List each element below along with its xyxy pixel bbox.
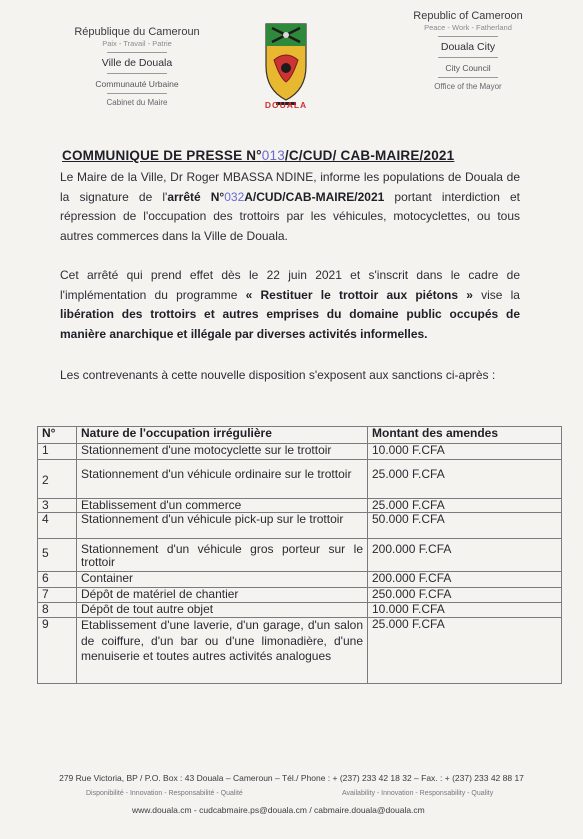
header-rule — [438, 36, 498, 37]
row-amount: 200.000 F.CFA — [368, 572, 562, 588]
footer-values-fr: Disponibilité - Innovation - Responsabilité - Qualité — [86, 790, 243, 797]
footer-values-en: Availability - Innovation - Responsability - Quality — [342, 790, 494, 797]
row-amount: 25.000 F.CFA — [368, 499, 562, 513]
motto-en: Peace - Work - Fatherland — [424, 23, 512, 32]
paragraph-announcement — [60, 168, 520, 246]
row-nature: Stationnement d'un véhicule gros porteur sur le trottoir — [77, 539, 368, 572]
table-row — [38, 603, 562, 618]
row-number: 5 — [38, 539, 77, 572]
header-rule — [438, 57, 498, 58]
country-name-fr: République du Cameroun — [74, 26, 200, 38]
row-nature: Stationnement d'une motocyclette sur le trottoir — [77, 444, 368, 460]
para1-text-1: Le Maire de la Ville, Dr Roger MBASSA NDINE, informe les populations de Douala de la signature de l' — [60, 170, 520, 204]
header-number: N° — [38, 427, 77, 444]
row-nature: Container — [77, 572, 368, 588]
header-rule — [107, 73, 167, 74]
para2-bold-programme: « Restituer le trottoir aux piétons » — [245, 287, 473, 302]
para2-text-1: Cet arrêté qui prend effet dès le 22 juin 2021 et s'inscrit dans le cadre de l'implémentation du programme — [60, 268, 520, 302]
header-rule — [438, 77, 498, 78]
table-header-row — [38, 427, 562, 444]
table-row — [38, 618, 562, 684]
table-row — [38, 572, 562, 588]
row-nature: Etablissement d'un commerce — [77, 499, 368, 513]
motto-fr: Paix - Travail - Patrie — [102, 39, 172, 48]
row-nature: Dépôt de matériel de chantier — [77, 588, 368, 603]
header-rule — [107, 93, 167, 94]
title-handwritten-number: 013 — [261, 148, 285, 163]
header-rule — [107, 52, 167, 53]
header-left-french — [62, 26, 212, 107]
table-row — [38, 588, 562, 603]
table-row — [38, 499, 562, 513]
row-amount: 250.000 F.CFA — [368, 588, 562, 603]
title-prefix: COMMUNIQUE DE PRESSE N° — [62, 148, 262, 163]
row-amount: 200.000 F.CFA — [368, 539, 562, 572]
para1-handwritten-number: 032 — [224, 189, 245, 204]
footer-website-link[interactable]: www.douala.cm — [132, 805, 192, 815]
table-row — [38, 444, 562, 460]
row-amount: 10.000 F.CFA — [368, 603, 562, 618]
row-number: 1 — [38, 444, 77, 460]
country-name-en: Republic of Cameroon — [413, 10, 523, 22]
fines-table — [37, 426, 562, 684]
city-name-en: Douala City — [440, 41, 496, 53]
row-nature: Stationnement d'un véhicule ordinaire sur le trottoir — [77, 460, 368, 499]
press-release-title — [62, 148, 454, 163]
city-name-fr: Ville de Douala — [101, 57, 173, 69]
department-en: City Council — [445, 63, 491, 73]
row-number: 8 — [38, 603, 77, 618]
row-number: 2 — [38, 460, 77, 499]
header-nature: Nature de l'occupation irrégulière — [77, 427, 368, 444]
para2-bold-liberation: libération des trottoirs et autres emprises du domaine public occupés de manière anarchique et illégale par diverses activités informelles. — [60, 307, 520, 341]
row-amount: 25.000 F.CFA — [368, 460, 562, 499]
header-right-english — [388, 10, 548, 91]
row-number: 7 — [38, 588, 77, 603]
title-suffix: /C/CUD/ CAB-MAIRE/2021 — [284, 148, 455, 163]
crest-caption: DOUALA — [264, 100, 308, 110]
para1-bold-reference: A/CUD/CAB-MAIRE/2021 — [244, 189, 385, 204]
row-number: 4 — [38, 513, 77, 539]
row-amount: 25.000 F.CFA — [368, 618, 562, 684]
department-fr: Communauté Urbaine — [95, 79, 179, 89]
footer-address: 279 Rue Victoria, BP / P.O. Box : 43 Douala – Cameroun – Tél./ Phone : + (237) 233 42 18 32 – Fax. : + (237) 233 42 88 17 — [59, 773, 524, 783]
row-number: 9 — [38, 618, 77, 684]
row-amount: 50.000 F.CFA — [368, 513, 562, 539]
para2-text-2: vise la — [481, 287, 520, 302]
row-nature: Stationnement d'un véhicule pick-up sur le trottoir — [77, 513, 368, 539]
footer-email-links[interactable]: cudcabmaire.ps@douala.cm / cabmaire.douala@douala.cm — [199, 805, 425, 815]
page-footer — [0, 773, 583, 815]
row-nature: Dépôt de tout autre objet — [77, 603, 368, 618]
footer-separator: - — [193, 805, 197, 815]
paragraph-effect — [60, 266, 520, 344]
para1-text-2: portant interdiction et répression de l'occupation des trottoirs par les véhicules, motocyclettes, ou tous autres commerces dans la Ville de Douala. — [60, 189, 520, 243]
table-row — [38, 460, 562, 499]
table-row — [38, 539, 562, 572]
table-row — [38, 513, 562, 539]
row-number: 3 — [38, 499, 77, 513]
paragraph-sanctions-intro: Les contrevenants à cette nouvelle disposition s'exposent aux sanctions ci-après : — [60, 368, 496, 382]
row-amount: 10.000 F.CFA — [368, 444, 562, 460]
row-nature: Etablissement d'une laverie, d'un garage, d'un salon de coiffure, d'un bar ou d'une limonadière, d'une menuiserie et toutes autres activités analogues — [77, 618, 368, 684]
header-amount: Montant des amendes — [368, 427, 562, 444]
office-fr: Cabinet du Maire — [106, 98, 168, 107]
office-en: Office of the Mayor — [434, 82, 502, 91]
para1-bold-arrete: arrêté N° — [167, 189, 225, 204]
row-number: 6 — [38, 572, 77, 588]
footer-contacts — [132, 805, 425, 815]
